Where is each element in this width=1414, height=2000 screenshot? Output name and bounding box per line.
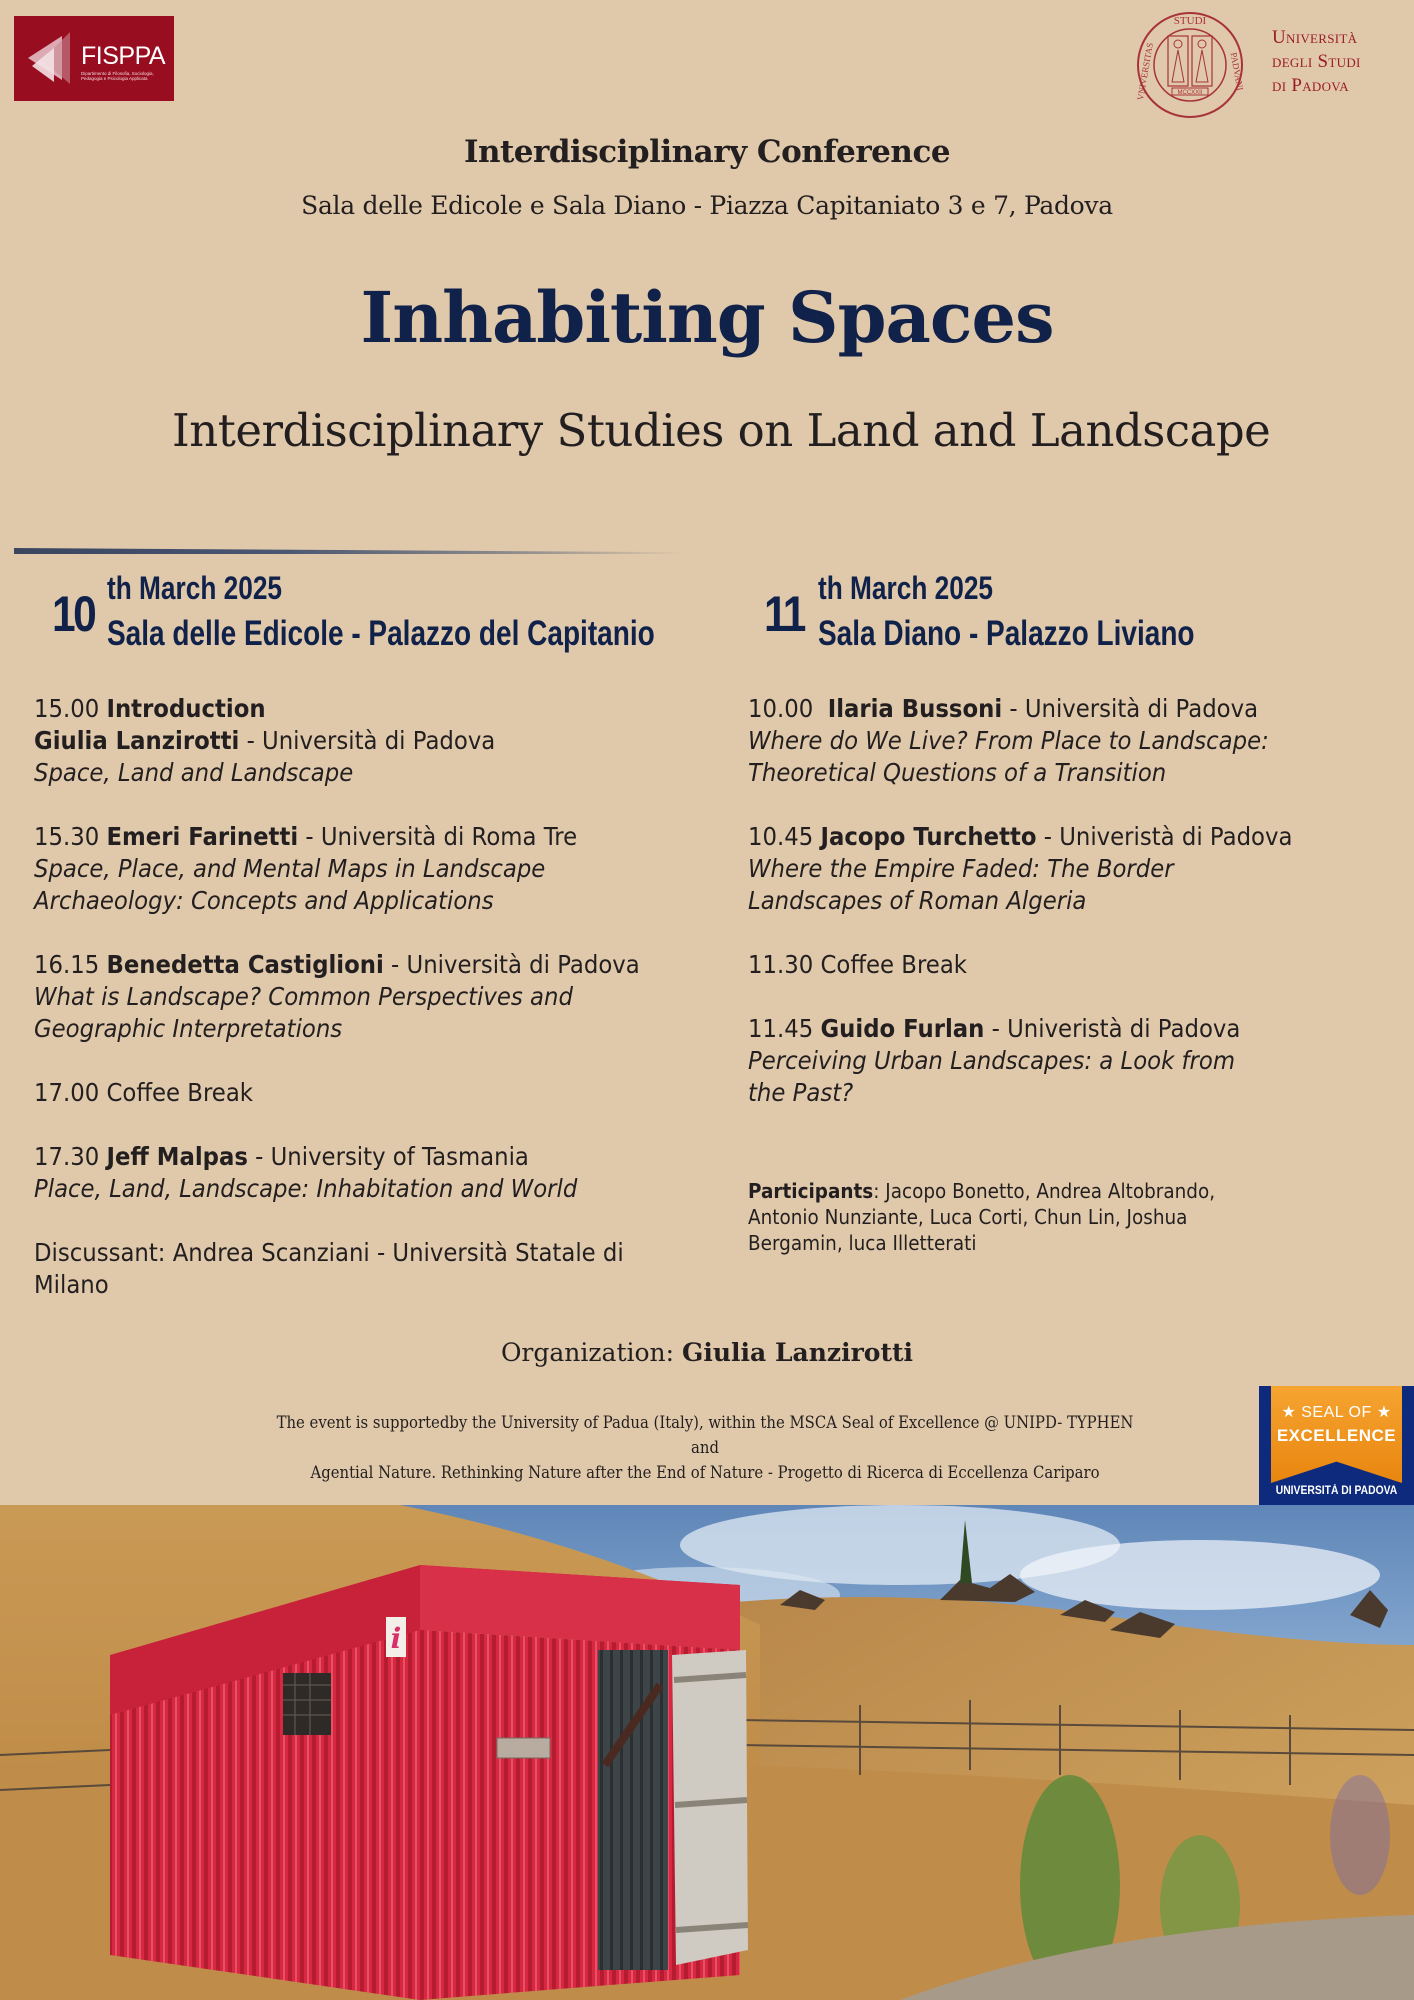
speaker-name: Emeri Farinetti [106, 822, 299, 851]
landscape-photo [0, 1505, 1414, 2000]
programme-item: 16.15 Benedetta Castiglioni - Università di Padova What is Landscape? Common Perspectives and Geographic Interpretations [34, 949, 694, 1045]
talk-title: Perceiving Urban Landscapes: a Look from the Past? [748, 1046, 1236, 1107]
seal-of-excellence-badge: ★ SEAL OF ★ EXCELLENCE UNIVERSITÀ DI PADOVA [1259, 1386, 1414, 1505]
organization: Organization: Giulia Lanzirotti [500, 1338, 914, 1367]
programme-item: 10.00 Ilaria Bussoni - Università di Padova Where do We Live? From Place to Landscape: Theoretical Questions of a Transition [748, 693, 1398, 789]
triangles-logo-icon [22, 30, 82, 90]
participants-label: Participants [748, 1179, 874, 1203]
speaker-name: Giulia Lanzirotti [34, 726, 240, 755]
discussant: Discussant: Andrea Scanziani - Università Statale di Milano [34, 1238, 624, 1299]
conference-label: Interdisciplinary Conference [463, 134, 951, 170]
programme-item: 10.45 Jacopo Turchetto - Univeristà di Padova Where the Empire Faded: The Border Landscapes of Roman Algeria [748, 821, 1398, 917]
programme-break: 11.30 Coffee Break [748, 950, 967, 979]
day-2-location: Sala Diano - Palazzo Liviano [818, 614, 1195, 653]
venue-address: Sala delle Edicole e Sala Diano - Piazza Capitaniato 3 e 7, Padova [301, 191, 1113, 220]
fisppa-name: FISPPA [81, 42, 166, 70]
svg-text:STUDI: STUDI [1173, 15, 1207, 27]
speaker-name: Benedetta Castiglioni [106, 950, 384, 979]
university-seal-icon [1134, 10, 1246, 120]
svg-text:i: i [390, 1622, 402, 1655]
day-1-programme [34, 693, 694, 1333]
day-2-programme [748, 693, 1398, 1141]
organizer-name: Giulia Lanzirotti [682, 1338, 914, 1367]
svg-text:MCCXXII: MCCXXII [1177, 90, 1203, 96]
talk-title: Where the Empire Faded: The Border Landscapes of Roman Algeria [748, 854, 1174, 915]
unipd-logo [1134, 10, 1406, 120]
programme-item: 17.30 Jeff Malpas - University of Tasmania Place, Land, Landscape: Inhabitation and World [34, 1141, 694, 1205]
svg-text:VNIVERSITAS: VNIVERSITAS [1135, 41, 1156, 102]
programme-item: 15.30 Emeri Farinetti - Università di Roma Tre Space, Place, and Mental Maps in Landscape Archaeology: Concepts and Applications [34, 821, 694, 917]
fisppa-logo [14, 16, 174, 101]
talk-title: What is Landscape? Common Perspectives and Geographic Interpretations [34, 982, 573, 1043]
programme-break: 17.00 Coffee Break [34, 1078, 253, 1107]
day-1-date: th March 2025 [107, 570, 283, 606]
unipd-wordmark: Università degli Studi di Padova [1272, 27, 1361, 96]
day-1-location: Sala delle Edicole - Palazzo del Capitanio [107, 614, 655, 653]
day-2-date: th March 2025 [818, 570, 994, 606]
day-2-number: 11 [764, 586, 804, 642]
page-title: Inhabiting Spaces [360, 276, 1054, 359]
participants-list: Participants: Jacopo Bonetto, Andrea Altobrando, Antonio Nunziante, Luca Corti, Chun Lin, Joshua Bergamin, luca Illetterati [748, 1179, 1216, 1255]
talk-title: Where do We Live? From Place to Landscape: Theoretical Questions of a Transition [748, 726, 1269, 787]
section-divider [14, 548, 684, 554]
programme-item: 15.00 Introduction Giulia Lanzirotti - Università di Padova Space, Land and Landscape [34, 693, 694, 789]
fisppa-subtitle: Dipartimento di Filosofia, Sociologia, Pedagogia e Psicologia Applicata [81, 71, 154, 81]
speaker-name: Guido Furlan [820, 1014, 985, 1043]
programme-item: 11.45 Guido Furlan - Univeristà di Padova Perceiving Urban Landscapes: a Look from the Past? [748, 1013, 1398, 1109]
talk-title: Space, Place, and Mental Maps in Landscape Archaeology: Concepts and Applications [34, 854, 546, 915]
svg-text:PADVANI: PADVANI [1228, 51, 1246, 92]
day-1-number: 10 [52, 586, 95, 642]
support-note: The event is supportedby the University of Padua (Italy), within the MSCA Seal of Excellence @ UNIPD- TYPHEN and Agential Nature. Rethinking Nature after the End of Nature - Progetto di Ricerca di Eccellenza Cariparo [276, 1413, 1134, 1482]
page-subtitle: Interdisciplinary Studies on Land and Landscape [172, 404, 1271, 457]
speaker-name: Jeff Malpas [106, 1142, 248, 1171]
talk-title: Place, Land, Landscape: Inhabitation and World [34, 1174, 578, 1203]
speaker-name: Jacopo Turchetto [820, 822, 1037, 851]
speaker-name: Ilaria Bussoni [827, 694, 1003, 723]
talk-title: Space, Land and Landscape [34, 758, 354, 787]
